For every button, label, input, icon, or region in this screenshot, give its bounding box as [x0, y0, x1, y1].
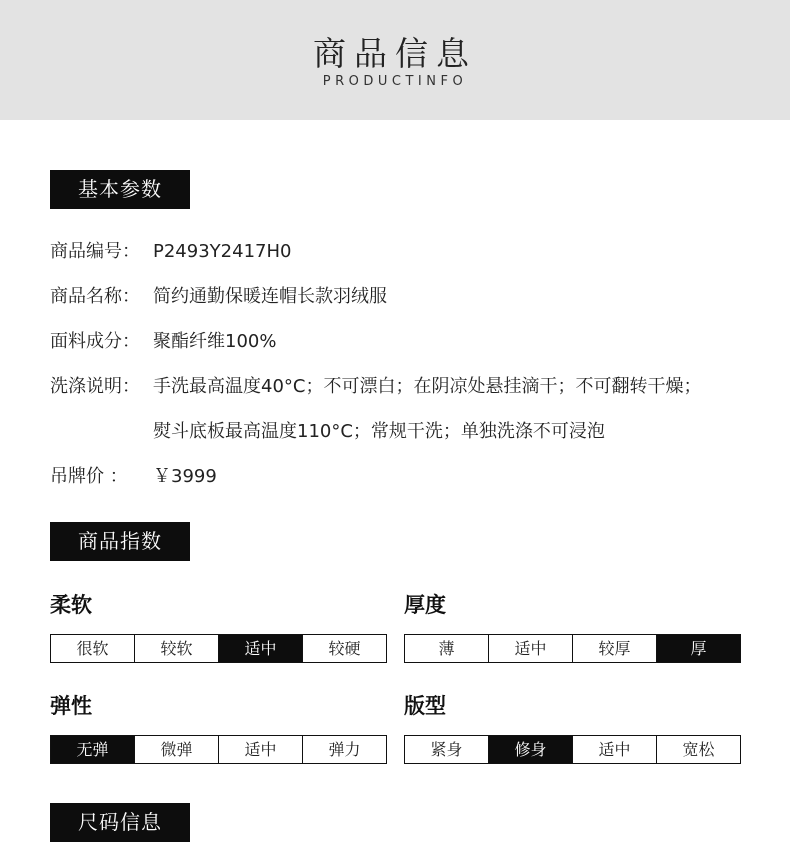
thickness-option: 厚	[657, 635, 740, 662]
section-product-index: 商品指数	[50, 522, 190, 561]
param-label: 洗涤说明：	[50, 376, 140, 397]
softness-option: 较硬	[328, 639, 361, 658]
param-value: 手洗最高温度40°C；不可漂白；在阴凉处悬挂滴干；不可翻转干燥；	[153, 376, 702, 397]
elasticity-scale	[50, 735, 387, 764]
softness-scale	[50, 634, 387, 663]
elasticity-option: 弹力	[328, 740, 361, 759]
fit-option: 宽松	[682, 740, 715, 759]
fit-option: 修身	[489, 736, 573, 763]
softness-option: 很软	[51, 635, 135, 662]
index-title-fit: 版型	[404, 694, 446, 718]
param-row-fabric	[50, 327, 276, 353]
elasticity-option: 无弹	[51, 736, 135, 763]
softness-option: 较软	[135, 635, 219, 662]
fit-option: 适中	[573, 736, 657, 763]
index-title-elasticity: 弹性	[50, 694, 92, 718]
thickness-scale	[404, 634, 741, 663]
elasticity-option: 适中	[219, 736, 303, 763]
param-row-product-code	[50, 237, 291, 263]
param-value: 聚酯纤维100%	[153, 331, 277, 352]
header-banner	[0, 0, 790, 120]
fit-option: 紧身	[405, 736, 489, 763]
param-label: 吊牌价 ：	[50, 466, 128, 487]
thickness-option: 较厚	[573, 635, 657, 662]
page-subtitle: PRODUCTINFO	[322, 74, 468, 89]
param-label: 商品编号：	[50, 241, 140, 262]
page-title: 商品信息	[313, 34, 477, 73]
section-basic-params: 基本参数	[50, 170, 190, 209]
param-value: 简约通勤保暖连帽长款羽绒服	[153, 286, 387, 307]
param-value: P2493Y2417H0	[153, 241, 292, 262]
param-label: 商品名称：	[50, 286, 140, 307]
thickness-option: 适中	[489, 635, 573, 662]
thickness-option: 薄	[405, 635, 489, 662]
param-label: 面料成分：	[50, 331, 140, 352]
fit-scale	[404, 735, 741, 764]
elasticity-option: 微弹	[135, 736, 219, 763]
section-size-info: 尺码信息	[50, 803, 190, 842]
param-row-product-name	[50, 282, 387, 308]
param-row-washing	[50, 372, 701, 398]
softness-option: 适中	[219, 635, 303, 662]
param-row-price	[50, 462, 217, 488]
param-value: ￥3999	[153, 466, 217, 487]
index-title-thickness: 厚度	[404, 593, 446, 617]
param-value-washing-continued: 熨斗底板最高温度110°C；常规干洗；单独洗涤不可浸泡	[153, 421, 605, 442]
index-title-softness: 柔软	[50, 593, 92, 617]
